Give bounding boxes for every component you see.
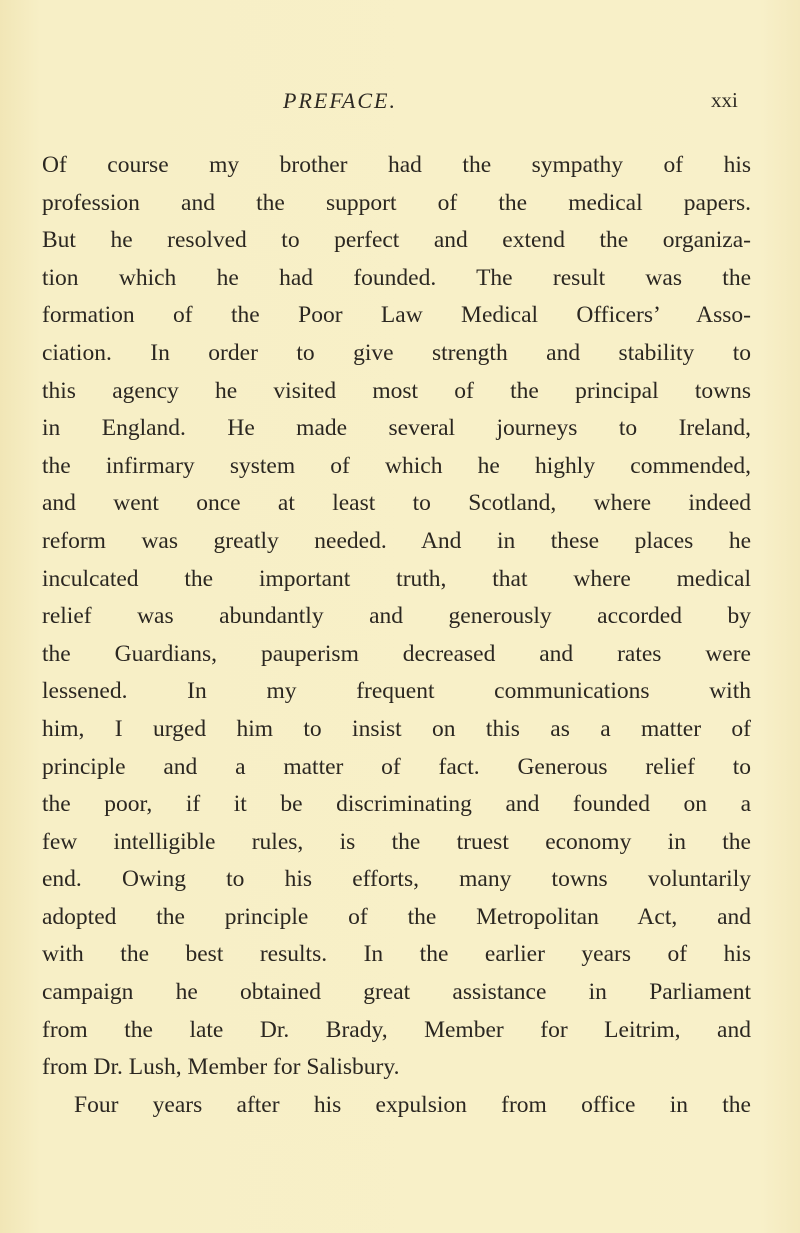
- text-line: relief was abundantly and generously accorded by: [42, 603, 751, 630]
- text-line: lessened. In my frequent communications with: [42, 678, 751, 705]
- text-line: the poor, if it be discriminating and founded on a: [42, 791, 751, 818]
- text-line: profession and the support of the medical papers.: [42, 189, 751, 216]
- text-line: the infirmary system of which he highly commended,: [42, 452, 751, 479]
- text-line: principle and a matter of fact. Generous relief to: [42, 753, 751, 780]
- text-line: the Guardians, pauperism decreased and rates were: [42, 640, 751, 667]
- text-line: tion which he had founded. The result was the: [42, 264, 751, 291]
- text-line: But he resolved to perfect and extend the organiza-: [42, 227, 751, 254]
- text-line: formation of the Poor Law Medical Officers’ Asso-: [42, 302, 751, 329]
- text-line: this agency he visited most of the principal towns: [42, 377, 751, 404]
- text-line: adopted the principle of the Metropolitan Act, and: [42, 903, 751, 930]
- text-line: Of course my brother had the sympathy of his: [42, 152, 751, 178]
- body-text: [42, 147, 751, 1124]
- text-line: inculcated the important truth, that where medical: [42, 565, 751, 592]
- text-line: him, I urged him to insist on this as a matter of: [42, 715, 751, 742]
- running-head: [0, 88, 800, 122]
- text-line: campaign he obtained great assistance in Parliament: [42, 979, 751, 1006]
- text-line: Four years after his expulsion from office in the: [74, 1091, 751, 1118]
- text-line: and went once at least to Scotland, where indeed: [42, 490, 751, 517]
- text-line: reform was greatly needed. And in these places he: [42, 527, 751, 554]
- text-line: end. Owing to his efforts, many towns voluntarily: [42, 866, 751, 893]
- text-line: from the late Dr. Brady, Member for Leitrim, and: [42, 1016, 751, 1043]
- text-line: ciation. In order to give strength and stability to: [42, 339, 751, 366]
- page-number: xxi: [711, 88, 738, 112]
- text-line: from Dr. Lush, Member for Salisbury.: [42, 1054, 400, 1081]
- running-title: PREFACE.: [283, 88, 397, 113]
- text-line: with the best results. In the earlier years of his: [42, 941, 751, 968]
- text-line: in England. He made several journeys to Ireland,: [42, 415, 751, 442]
- text-line: few intelligible rules, is the truest economy in the: [42, 828, 751, 855]
